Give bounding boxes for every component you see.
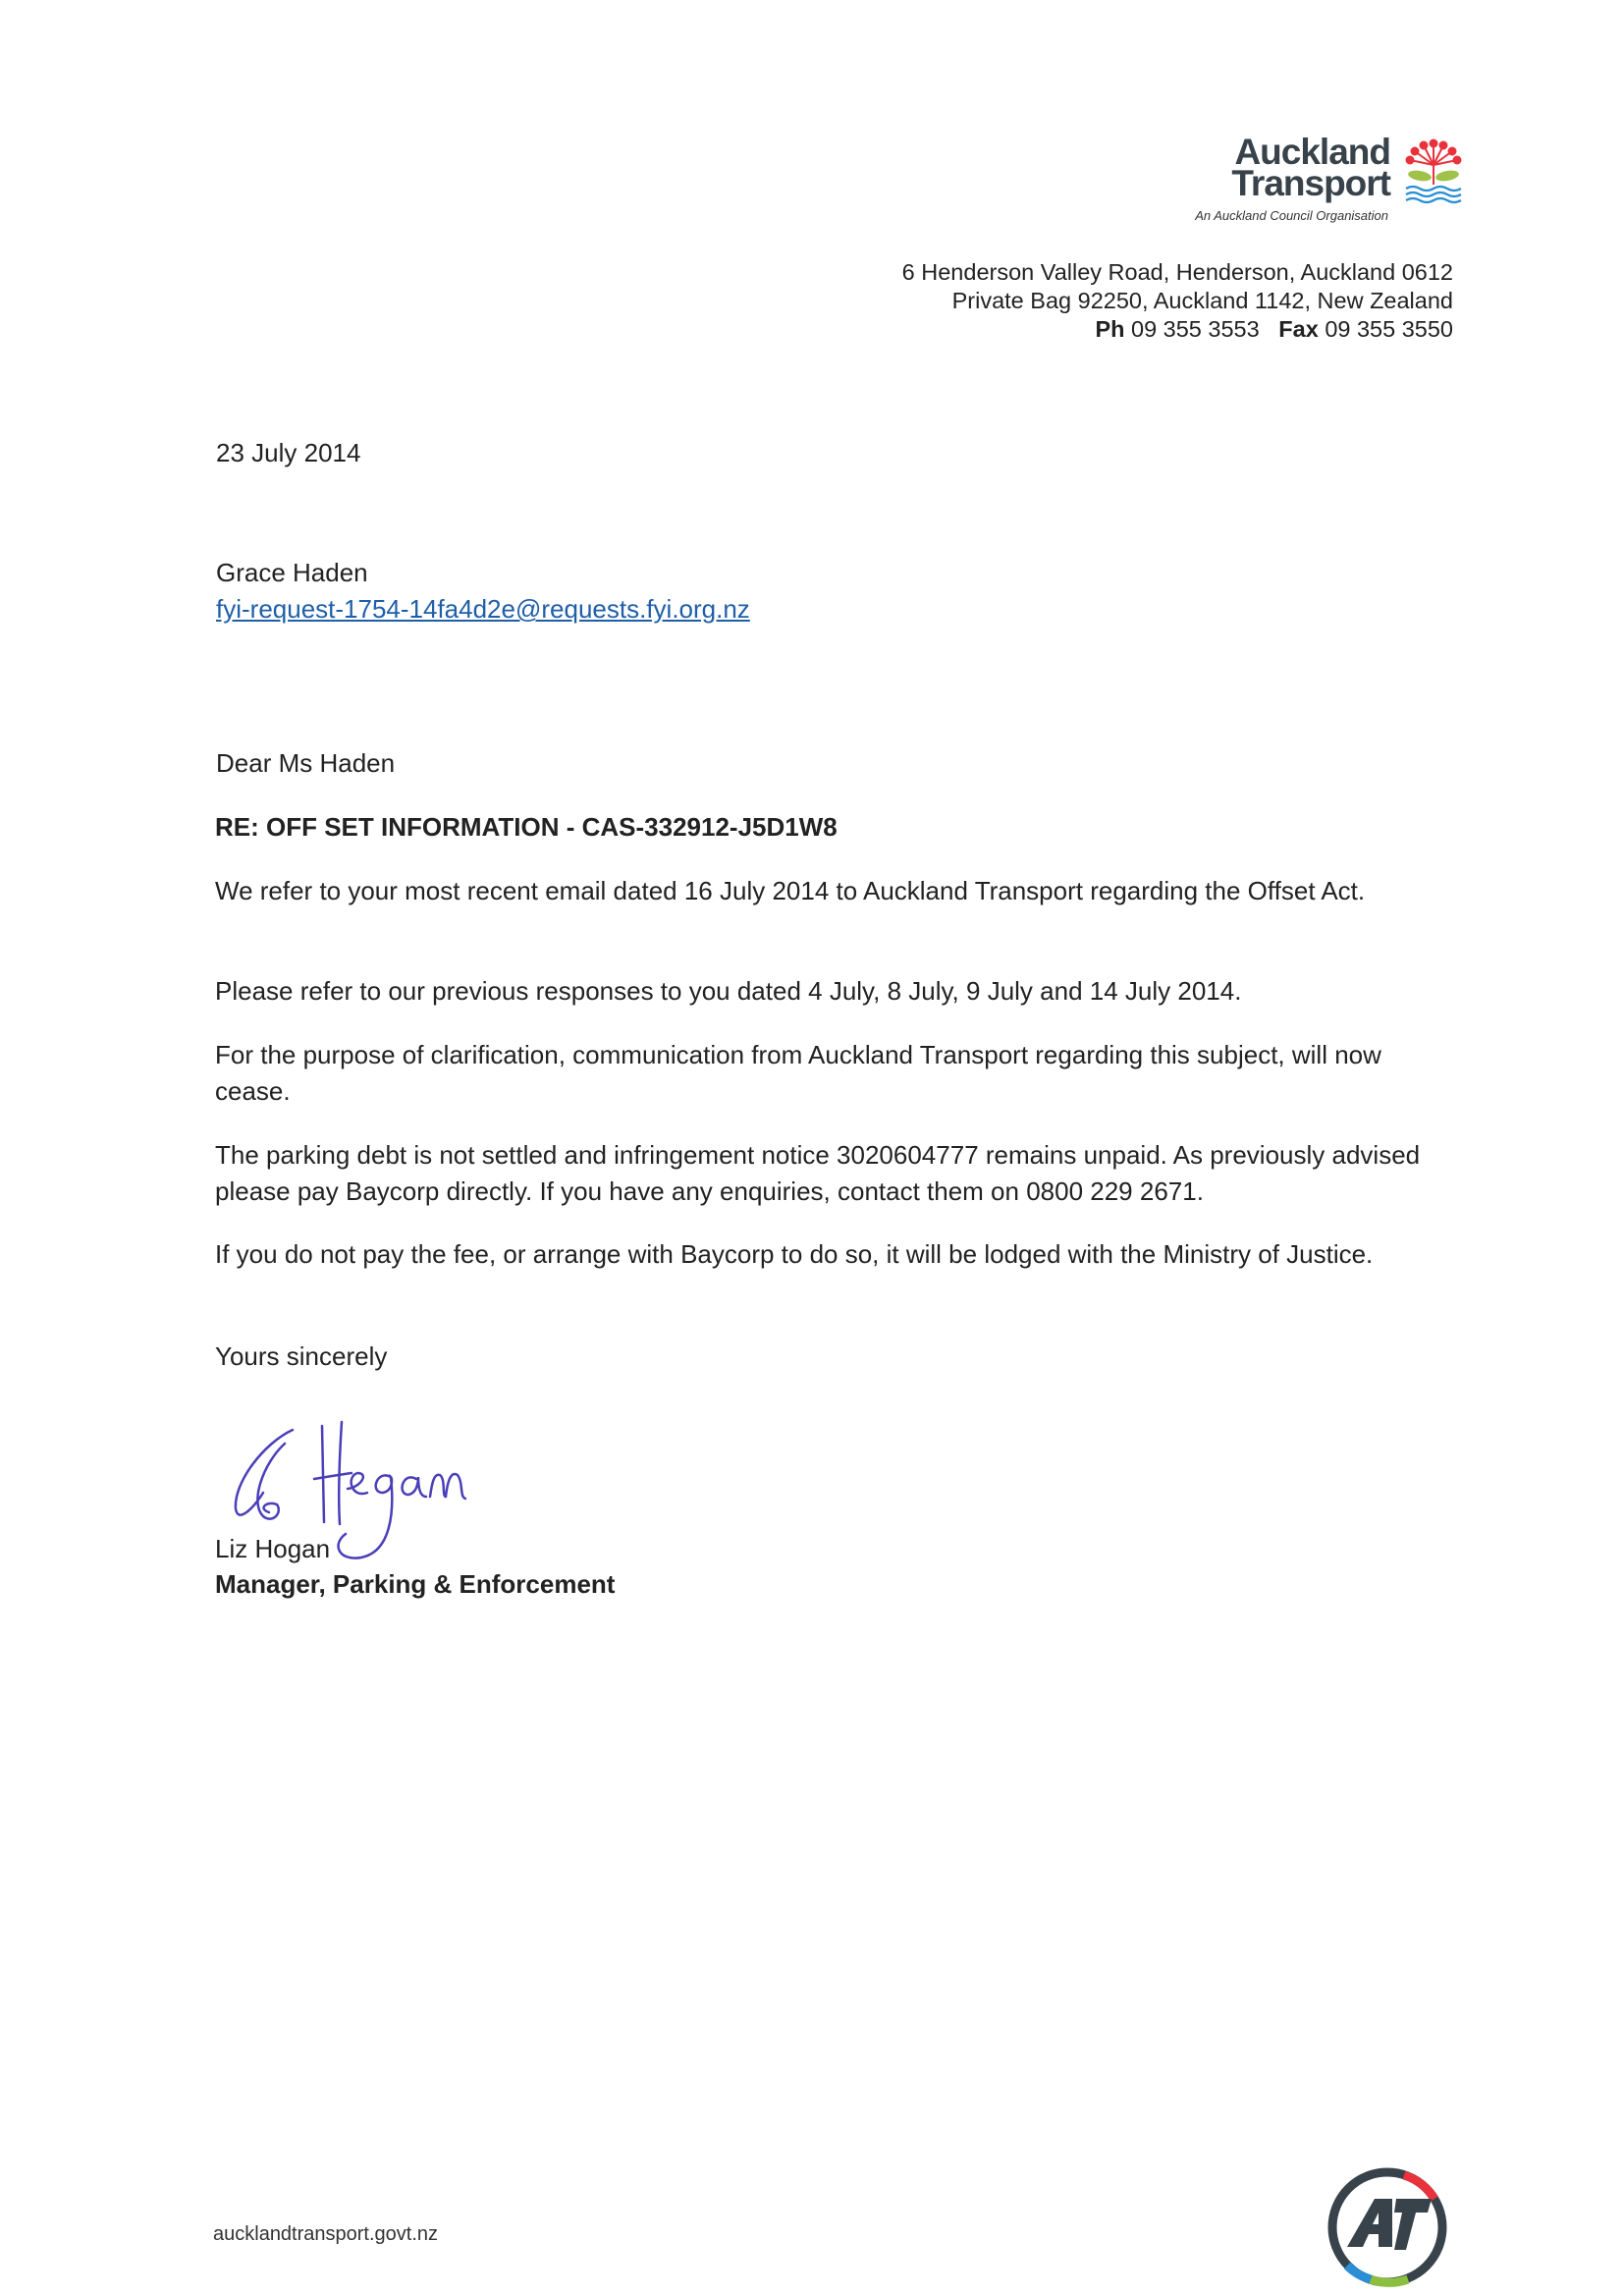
recipient-email-link[interactable]: fyi-request-1754-14fa4d2e@requests.fyi.org.nz [216, 594, 750, 624]
phone-label: Ph [1095, 316, 1125, 342]
signatory-title: Manager, Parking & Enforcement [215, 1569, 616, 1599]
phone-number: 09 355 3553 [1131, 316, 1260, 342]
pohutukawa-flower-icon [1404, 137, 1463, 204]
address-line-2: Private Bag 92250, Auckland 1142, New Zealand [951, 288, 1453, 313]
letter-date: 23 July 2014 [216, 438, 361, 467]
closing: Yours sincerely [215, 1341, 388, 1371]
body-paragraph-5: If you do not pay the fee, or arrange with Baycorp to do so, it will be lodged with the Ministry of Justice. [215, 1239, 1374, 1269]
fax-label: Fax [1278, 316, 1319, 342]
contact-line [902, 315, 1453, 344]
logo-tagline: An Auckland Council Organisation [1195, 208, 1388, 223]
body-paragraph-2: Please refer to our previous responses to you dated 4 July, 8 July, 9 July and 14 July 2014. [215, 976, 1242, 1006]
salutation: Dear Ms Haden [216, 748, 396, 778]
body-paragraph-4: The parking debt is not settled and infringement notice 3020604777 remains unpaid. As previously advised please pay Baycorp directly. If you have any enquiries, contact them on 0800 229 2671. [215, 1140, 1421, 1206]
auckland-transport-logo [1159, 132, 1463, 234]
website-link[interactable]: aucklandtransport.govt.nz [213, 2223, 439, 2245]
logo-word-auckland: Auckland [1234, 132, 1390, 172]
sender-address [902, 258, 1453, 344]
at-emblem-icon [1324, 2163, 1451, 2291]
body-paragraph-3: For the purpose of clarification, communication from Auckland Transport regarding this subject, will now cease. [215, 1040, 1381, 1106]
logo-word-transport: Transport [1231, 163, 1390, 203]
subject-line: RE: OFF SET INFORMATION - CAS-332912-J5D1W8 [215, 812, 838, 842]
recipient-email-wrap [216, 591, 750, 628]
fax-number: 09 355 3550 [1325, 316, 1453, 342]
recipient-name: Grace Haden [216, 558, 368, 587]
address-line-1: 6 Henderson Valley Road, Henderson, Auckland 0612 [901, 259, 1453, 285]
signatory-name: Liz Hogan [215, 1534, 331, 1563]
body-paragraph-1: We refer to your most recent email dated 16 July 2014 to Auckland Transport regarding the Offset Act. [215, 876, 1366, 905]
